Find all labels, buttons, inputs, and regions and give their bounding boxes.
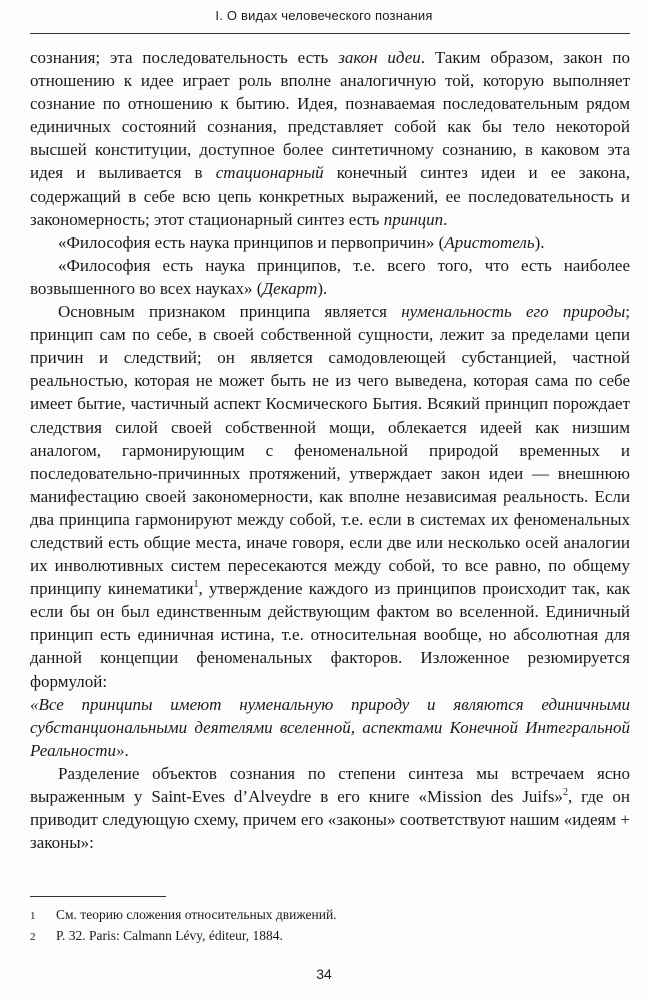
main-text <box>30 46 630 854</box>
italic-term: принцип <box>383 209 444 229</box>
running-header: I. О видах человеческого познания <box>215 8 433 23</box>
paragraph-text: . Таким образом, закон по отношению к идее играет роль вполне аналогичную той, которую выполняет сознание по отношению к бытию. Идея, познаваемая последовательным рядом единичных состояний сознания, представляет собой как бы тело некоторой высшей конституции, доступное более синтетичному сознанию, в каковом эта идея и выливается в <box>30 48 630 183</box>
footnote-number: 1 <box>30 910 36 922</box>
italic-term: стационарный <box>215 163 324 183</box>
footnote-divider <box>30 896 166 897</box>
paragraph-text: ; принцип сам по себе, в своей собственной сущности, лежит за пределами цепи причин и следствий; он является самодовлеющей субстанцией, частной реальностью, которая не может быть не из чего выведена, которая сама по себе имеет бытие, частичный аспект Космического Бытия. Всякий принцип порождает следствия силой своей собственной мощи, облекается идеей как низшим аналогом, гармонирующим с феноменальной природой временных и последовательно-причинных протяжений, утверждает закон идеи — внешнюю манифестацию своей закономерности, как вполне независимая реальность. Если два принципа гармонируют между собой, т.е. если в системах их феноменальных следствий есть общие места, иначе говоря, если две или несколько осей аналогии их инволютивных систем пересекаются между собой, то все равно, по общему принципу кинематики <box>30 302 630 599</box>
paragraph-6 <box>30 762 630 854</box>
paragraph-text: сознания; эта последовательность есть <box>30 48 339 67</box>
header-divider <box>30 33 630 34</box>
footnote-2 <box>30 926 630 947</box>
paragraph-1 <box>30 46 630 231</box>
footnote-ref-1[interactable]: 1 <box>193 579 199 591</box>
paragraph-3 <box>30 254 630 300</box>
paragraph-5 <box>30 693 630 762</box>
footnote-text: P. 32. Paris: Calmann Lévy, éditeur, 1884. <box>56 928 283 943</box>
footnote-number: 2 <box>30 931 36 943</box>
paragraph-text: . <box>124 740 129 760</box>
paragraph-text: ). <box>534 232 545 252</box>
footnote-1 <box>30 905 630 926</box>
page-number: 34 <box>316 966 332 982</box>
formula-quote: «Все принципы имеют нуменальную природу и являются единичными субстанциональными деятелями вселенной, аспектами Конечной Интегральной Реальности» <box>30 694 630 760</box>
quote-author: Аристотель <box>444 232 535 252</box>
paragraph-text: Основным признаком принципа является <box>58 302 402 322</box>
quote-author: Декарт <box>262 278 318 298</box>
quote-text: «Философия есть наука принципов и первопричин» ( <box>58 232 445 252</box>
paragraph-text: , где он приводит следующую схему, причем его «законы» соответствуют нашим «идеям + законы»: <box>30 787 630 853</box>
paragraph-text: конечный синтез идеи и ее закона, содержащий в себе всю цепь конкретных выражений, ее последовательность и закономерность; этот стационарный синтез есть <box>30 163 630 229</box>
italic-term: нуменальность его природы <box>401 302 626 322</box>
footnote-text: См. теорию сложения относительных движений. <box>56 907 337 922</box>
quote-text: «Философия есть наука принципов, т.е. всего того, что есть наиболее возвышенного во всех науках» ( <box>30 255 630 298</box>
footnotes <box>30 905 630 947</box>
italic-term: закон идеи <box>338 48 421 67</box>
paragraph-text: , утверждение каждого из принципов происходит так, как если бы он был единственным действующим фактом во вселенной. Единичный принцип есть единичная истина, т.е. относительная вообще, но абсолютная для данной концепции феноменальных факторов. Изложенное резюмируется формулой: <box>30 579 630 691</box>
paragraph-text: ). <box>317 278 328 298</box>
paragraph-2 <box>30 231 630 254</box>
footnote-ref-2[interactable]: 2 <box>562 787 568 798</box>
paragraph-4 <box>30 300 630 693</box>
paragraph-text: Разделение объектов сознания по степени синтеза мы встречаем ясно выраженным у Saint-Eves d’Alveydre в его книге «Mission des Juifs» <box>30 763 630 806</box>
paragraph-text: . <box>443 209 448 229</box>
